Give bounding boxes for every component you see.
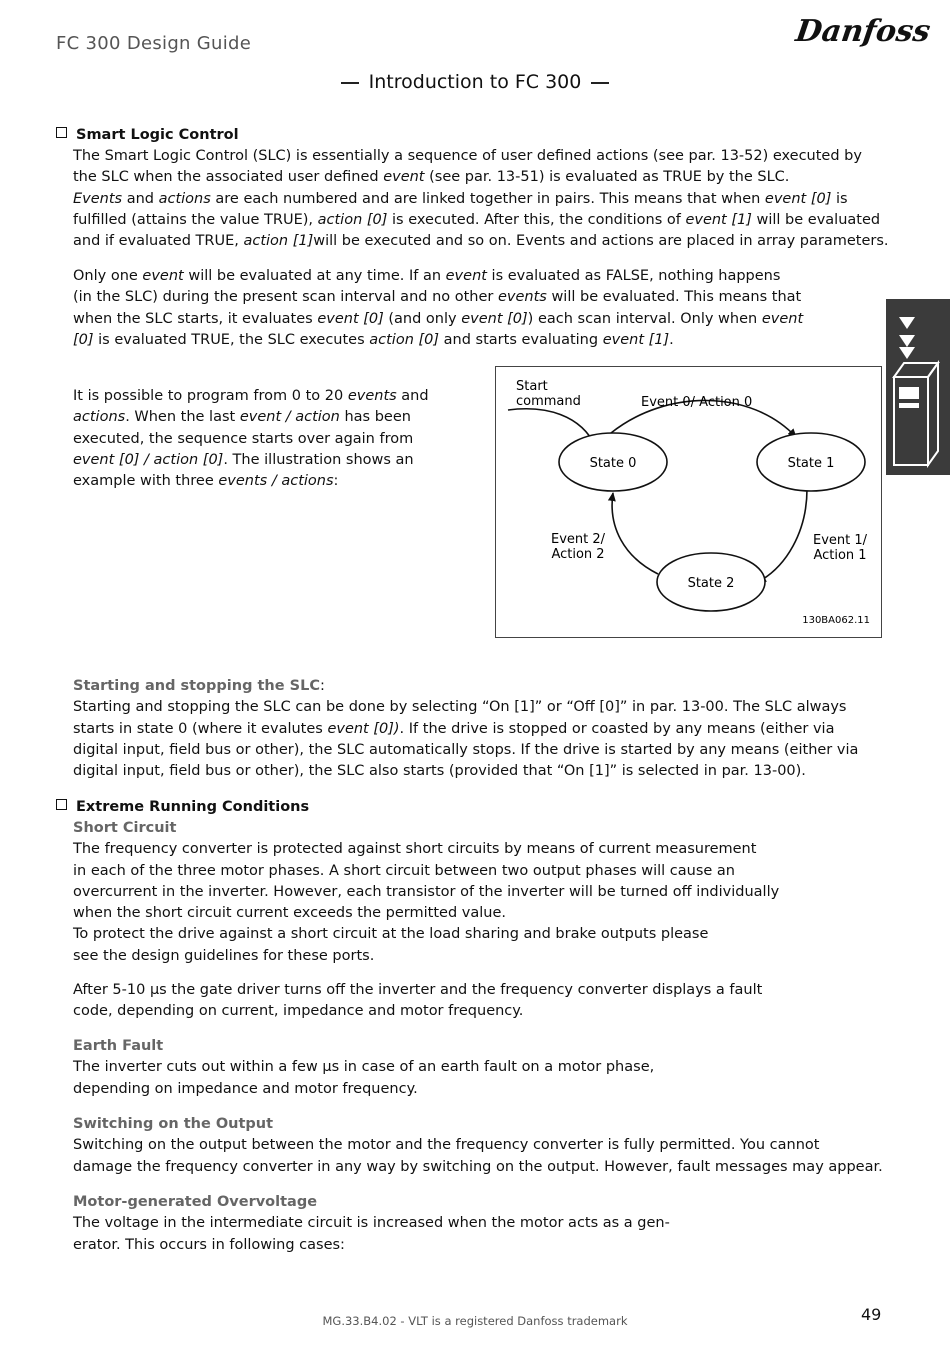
event1-label-1: Event 1/	[812, 533, 868, 548]
checkbox-bullet-icon	[56, 799, 67, 810]
arrow-state2-state0	[612, 493, 658, 574]
switching-section: Switching on the Output Switching on the output between the motor and the frequency converter is fully permitted. You cannot damage the frequency converter in any way by switching on the output. However, fault messages may appear.	[73, 1116, 883, 1175]
arrow-state1-state2	[758, 489, 807, 582]
switching-heading: Switching on the Output	[73, 1116, 274, 1132]
title-dash-left	[341, 82, 359, 84]
event2-label-1: Event 2/	[550, 532, 606, 547]
slc-paragraph-3: It is possible to program from 0 to 20 events and actions. When the last event / action has been executed, the sequence starts over again from event [0] / action [0]. The illustration shows an example with three events / actions:	[73, 388, 429, 490]
state-1-label: State 1	[787, 456, 835, 471]
drive-tab-icon	[886, 299, 950, 475]
startstop-heading: Starting and stopping the SLC	[73, 678, 320, 694]
short-circuit-paragraph-2: After 5-10 µs the gate driver turns off the inverter and the frequency converter displays a fault code, depending on current, impedance and motor frequency.	[73, 982, 763, 1020]
section-heading-slc: Smart Logic Control	[56, 125, 239, 146]
chapter-side-tab	[886, 299, 950, 475]
state-diagram-svg	[496, 367, 881, 637]
earth-fault-section: Earth Fault The inverter cuts out within a few µs in case of an earth fault on a motor phase, depending on impedance and motor frequency.	[73, 1038, 655, 1097]
chapter-title	[0, 71, 950, 93]
checkbox-bullet-icon	[56, 127, 67, 138]
page-number: 49	[861, 1305, 882, 1324]
event0-label: Event 0/ Action 0	[641, 395, 753, 410]
slc-paragraph-2: Only one event will be evaluated at any time. If an event is evaluated as FALSE, nothing happens (in the SLC) during the present scan interval and no other events will be evaluated. This means that when the SLC starts, it evaluates event [0] (and only event [0]) each scan interval. Only when event [0] is evaluated TRUE, the SLC executes action [0] and starts evaluating event [1].	[73, 268, 804, 348]
footer-text: MG.33.B4.02 - VLT is a registered Danfoss trademark	[322, 1314, 628, 1328]
overvoltage-section: Motor-generated Overvoltage The voltage in the intermediate circuit is increased when the motor acts as a gen- erator. This occurs in following cases:	[73, 1194, 670, 1253]
slc-paragraph-1: The Smart Logic Control (SLC) is essentially a sequence of user defined actions (see par. 13-52) executed by the SLC when the associated user defined event (see par. 13-51) is evaluated as TRUE by the SLC. Events and actions are each numbered and are linked together in pairs. This means that when event [0] is fulfilled (attains the value TRUE), action [0] is executed. After this, the conditions of event [1] will be evaluated and if evaluated TRUE, action [1]will be executed and so on. Events and actions are placed in array parameters.	[73, 148, 889, 250]
state-0-label: State 0	[589, 456, 637, 471]
section-heading-extreme: Extreme Running Conditions	[56, 797, 309, 818]
state-2-label: State 2	[687, 576, 735, 591]
document-title: FC 300 Design Guide	[56, 33, 252, 54]
danfoss-logo: Danfoss	[793, 14, 933, 49]
start-label-2: command	[516, 394, 581, 409]
event2-label-2: Action 2	[551, 547, 605, 562]
slc-state-diagram	[495, 366, 882, 638]
overvoltage-heading: Motor-generated Overvoltage	[73, 1194, 318, 1210]
figure-code: 130BA062.11	[802, 615, 870, 626]
short-circuit-heading: Short Circuit	[73, 820, 177, 836]
short-circuit-section: Short Circuit The frequency converter is protected against short circuits by means of current measurement in each of the three motor phases. A short circuit between two output phases will cause an overcurrent in the inverter. However, each transistor of the inverter will be turned off individually when the short circuit current exceeds the permitted value. To protect the drive against a short circuit at the load sharing and brake outputs please see the design guidelines for these ports.	[73, 820, 780, 964]
chapter-title-text: Introduction to FC 300	[368, 71, 582, 93]
startstop-section: Starting and stopping the SLC: Starting and stopping the SLC can be done by selecting “On [1]” or “Off [0]” in par. 13-00. The SLC always starts in state 0 (where it evalutes event [0]). If the drive is stopped or coasted by any means (either via digital input, field bus or other), the SLC automatically stops. If the drive is started by any means (either via digital input, field bus or other), the SLC also starts (provided that “On [1]” is selected in par. 13-00).	[73, 678, 859, 780]
title-dash-right	[591, 82, 609, 84]
earth-fault-heading: Earth Fault	[73, 1038, 164, 1054]
start-label-1: Start	[516, 379, 548, 394]
event1-label-2: Action 1	[813, 548, 867, 563]
